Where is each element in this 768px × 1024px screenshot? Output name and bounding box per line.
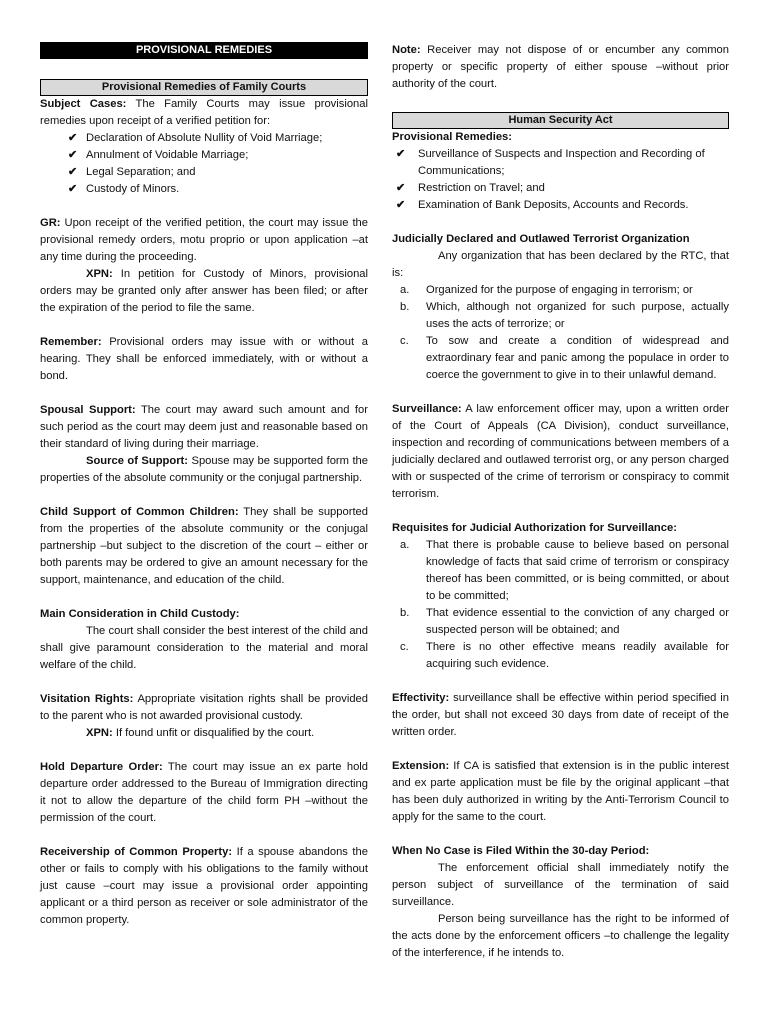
check-icon: ✔ bbox=[68, 183, 78, 195]
list-item: ✔ Legal Separation; and bbox=[68, 164, 368, 181]
child-support: Child Support of Common Children: They shall be supported from the properties of the absolute community or the conjugal partnership –but subject to the discretion of the court – either or both parents may be ordered to give an amount necessary for the support, maintenance, and education of the child. bbox=[40, 506, 368, 586]
check-icon: ✔ bbox=[396, 182, 406, 194]
check-icon: ✔ bbox=[68, 149, 78, 161]
receiver-note: Note: Receiver may not dispose of or encumber any common property or specific property of either spouse –without prior authority of the court. bbox=[392, 44, 729, 90]
child-custody-heading: Main Consideration in Child Custody: bbox=[40, 608, 240, 620]
subject-cases-text: The Family Courts may issue provisional remedies upon receipt of a verified petition for: bbox=[40, 98, 368, 127]
left-column bbox=[40, 42, 368, 929]
exception-visitation: XPN: If found unfit or disqualified by the court. bbox=[86, 727, 315, 739]
list-item: c. There is no other effective means readily available for acquiring such evidence. bbox=[400, 641, 729, 670]
list-item: ✔ Surveillance of Suspects and Inspection and Recording of Communications; bbox=[396, 148, 705, 177]
list-item: ✔ Custody of Minors. bbox=[68, 181, 368, 198]
extension: Extension: If CA is satisfied that extension is in the public interest and ex parte application must be file by the original applicant –that has been duly authorized in writing by the Anti-Terrorism Council to apply for the same to the court. bbox=[392, 760, 729, 823]
requisites-list bbox=[392, 537, 729, 673]
check-icon: ✔ bbox=[68, 166, 78, 178]
terrorist-org-list bbox=[392, 282, 729, 384]
no-case-heading: When No Case is Filed Within the 30-day Period: bbox=[392, 845, 650, 857]
right-column bbox=[392, 42, 729, 962]
list-item: ✔ Declaration of Absolute Nullity of Void Marriage; bbox=[68, 130, 368, 147]
list-item: ✔ Restriction on Travel; and bbox=[396, 180, 729, 197]
terrorist-org-heading: Judicially Declared and Outlawed Terrorist Organization bbox=[392, 233, 690, 245]
child-custody-text: The court shall consider the best interest of the child and shall give paramount consideration to the material and moral welfare of the child. bbox=[40, 625, 368, 671]
subject-cases-label: Subject Cases: bbox=[40, 98, 127, 110]
visitation-rights: Visitation Rights: Appropriate visitation rights shall be provided to the parent who is not awarded provisional custody. bbox=[40, 693, 368, 722]
spousal-support: Spousal Support: The court may award such amount and for such period as the court may deem just and reasonable based on their standard of living during their marriage. bbox=[40, 404, 368, 450]
no-case-text-2: Person being surveillance has the right to be informed of the acts done by the enforcement officers –to challenge the legality of the interference, if he intends to. bbox=[392, 913, 729, 959]
general-rule: GR: Upon receipt of the verified petition, the court may issue the provisional remedy orders, motu proprio or upon application –at any time during the proceeding. bbox=[40, 217, 368, 263]
no-case-text-1: The enforcement official shall immediately notify the person subject of surveillance of the termination of said surveillance. bbox=[392, 862, 729, 908]
effectivity: Effectivity: surveillance shall be effective within period specified in the order, but shall not exceed 30 days from date of receipt of the written order. bbox=[392, 692, 729, 738]
terrorist-org-text: Any organization that has been declared by the RTC, that is: bbox=[392, 250, 729, 279]
check-icon: ✔ bbox=[396, 199, 406, 211]
remember: Remember: Provisional orders may issue with or without a hearing. They shall be enforced immediately, with or without a bond. bbox=[40, 336, 368, 382]
list-item: a. That there is probable cause to believe based on personal knowledge of facts that said crime of terrorism or conspiracy thereof has been committed, or is being committed, or about to be committed; bbox=[400, 539, 729, 602]
hold-departure-order: Hold Departure Order: The court may issue an ex parte hold departure order addressed to the Bureau of Immigration directing it not to allow the departure of the child form PH –without the permission of the court. bbox=[40, 761, 369, 824]
section-header-human-security: Human Security Act bbox=[392, 112, 729, 129]
list-item: b. That evidence essential to the conviction of any charged or suspected person will be obtained; and bbox=[400, 607, 729, 636]
provisional-remedies-heading: Provisional Remedies: bbox=[392, 131, 512, 143]
exception-custody: XPN: In petition for Custody of Minors, provisional orders may be granted only after answer has been filed; or after the expiration of the period to file the same. bbox=[40, 268, 368, 314]
main-header: PROVISIONAL REMEDIES bbox=[40, 42, 368, 59]
list-item: ✔ Examination of Bank Deposits, Accounts and Records. bbox=[396, 197, 729, 214]
section-header-family-courts: Provisional Remedies of Family Courts bbox=[40, 79, 368, 96]
subject-cases-list bbox=[40, 130, 368, 198]
list-item: b. Which, although not organized for such purpose, actually uses the acts of terrorize; or bbox=[400, 301, 729, 330]
check-icon: ✔ bbox=[396, 148, 406, 160]
list-item: ✔ Annulment of Voidable Marriage; bbox=[68, 147, 368, 164]
subject-cases bbox=[40, 96, 368, 130]
provisional-remedies-list bbox=[392, 146, 729, 214]
receivership: Receivership of Common Property: If a spouse abandons the other or fails to comply with his obligations to the family without just cause –court may issue a provisional order appointing applicant or a third person as receiver or sole administrator of the common property. bbox=[40, 846, 368, 926]
source-of-support: Source of Support: Spouse may be supported form the properties of the absolute community or the conjugal partnership. bbox=[40, 455, 368, 484]
requisites-heading: Requisites for Judicial Authorization for Surveillance: bbox=[392, 522, 677, 534]
check-icon: ✔ bbox=[68, 132, 78, 144]
list-item: a. Organized for the purpose of engaging in terrorism; or bbox=[400, 284, 693, 296]
list-item: c. To sow and create a condition of widespread and extraordinary fear and panic among the populace in order to coerce the government to give in to their unlawful demand. bbox=[400, 335, 729, 381]
surveillance: Surveillance: A law enforcement officer may, upon a written order of the Court of Appeals (CA Division), conduct surveillance, inspection and recording of communications between members of a judicially declared and outlawed terrorist org, or any person charged with or suspected of the crime of terrorism or conspiracy to commit terrorism. bbox=[392, 403, 729, 500]
